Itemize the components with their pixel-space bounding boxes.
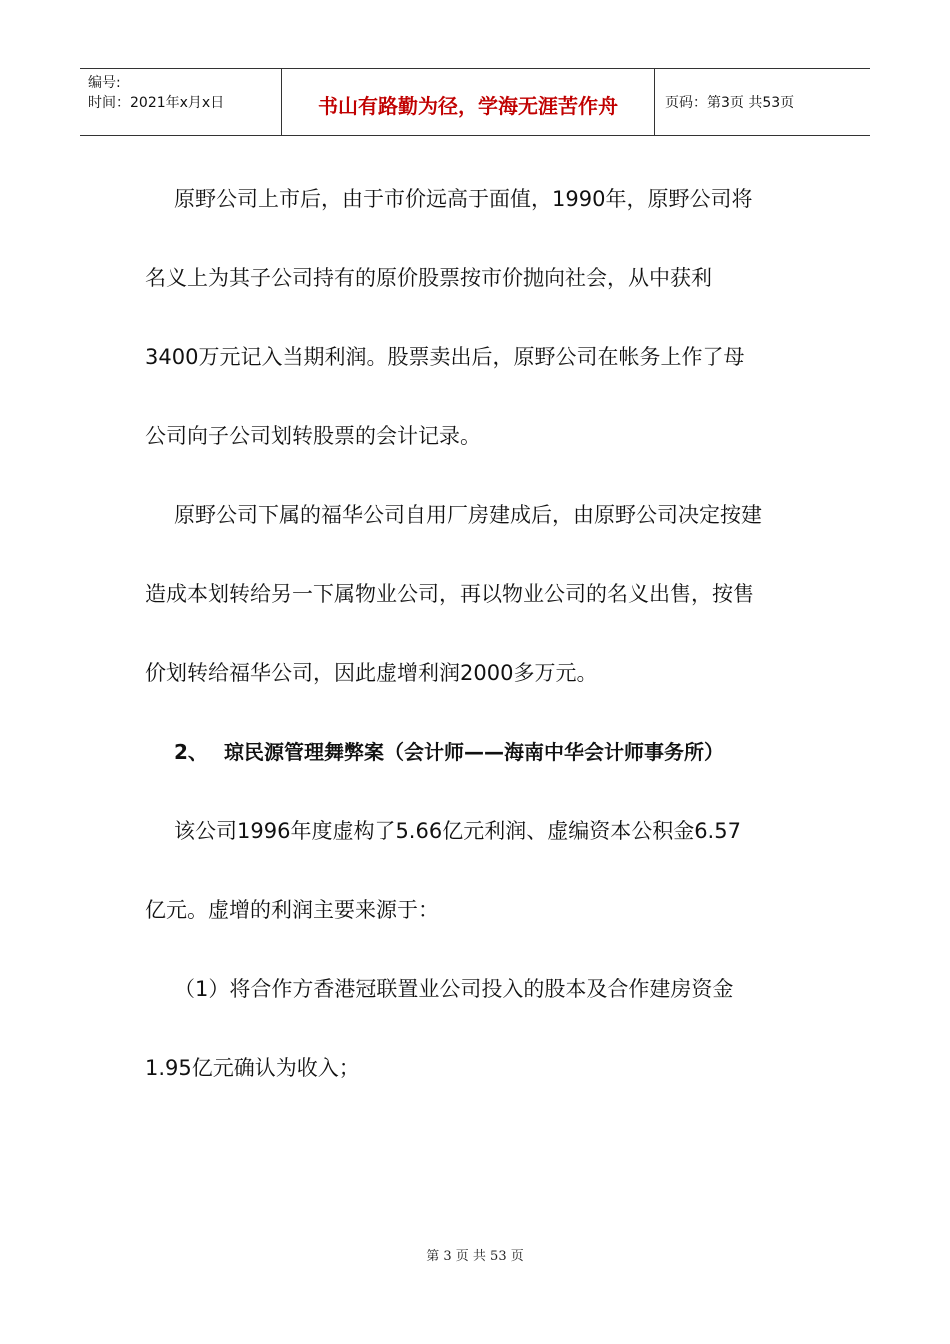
paragraph-line: 价划转给福华公司，因此虚增利润2000多万元。 [145,661,598,685]
paragraph-line: 亿元。虚增的利润主要来源于： [145,898,439,922]
header-page-info: 页码：第3页 共53页 [665,95,795,111]
section-heading [145,713,815,792]
paragraph-line: 公司向子公司划转股票的会计记录。 [145,424,481,448]
paragraph-line: 造成本划转给另一下属物业公司，再以物业公司的名义出售，按售 [145,582,754,606]
paragraph-line: 原野公司上市后，由于市价远高于面值，1990年，原野公司将 [174,187,753,211]
paragraph-line: 3400万元记入当期利润。股票卖出后，原野公司在帐务上作了母 [145,345,745,369]
paragraph-item-1 [145,950,815,1108]
paragraph-line: 1.95亿元确认为收入； [145,1056,360,1080]
document-time-label: 时间：2021年x月x日 [88,95,225,111]
paragraph-line: 原野公司下属的福华公司自用厂房建成后，由原野公司决定按建 [174,503,762,527]
page-footer: 第 3 页 共 53 页 [426,1249,524,1264]
document-body [145,160,815,1108]
section-heading-text: 琼民源管理舞弊案（会计师——海南中华会计师事务所） [224,740,724,764]
document-number-label: 编号: [88,75,121,91]
paragraph-line: 名义上为其子公司持有的原价股票按市价抛向社会，从中获利 [145,266,712,290]
header-page-cell [655,69,870,135]
header-meta-cell [80,69,282,135]
paragraph-line: （1）将合作方香港冠联置业公司投入的股本及合作建房资金 [174,977,734,1001]
header-motto: 书山有路勤为径，学海无涯苦作舟 [318,93,618,118]
paragraph-qiongminyuan-profit [145,792,815,950]
paragraph-yuanye-stock [145,160,815,476]
section-heading-number: 2、 [174,740,208,764]
document-header [80,68,870,136]
paragraph-line: 该公司1996年度虚构了5.66亿元利润、虚编资本公积金6.57 [174,819,741,843]
header-motto-cell [282,69,655,135]
paragraph-fuhua-plant [145,476,815,713]
